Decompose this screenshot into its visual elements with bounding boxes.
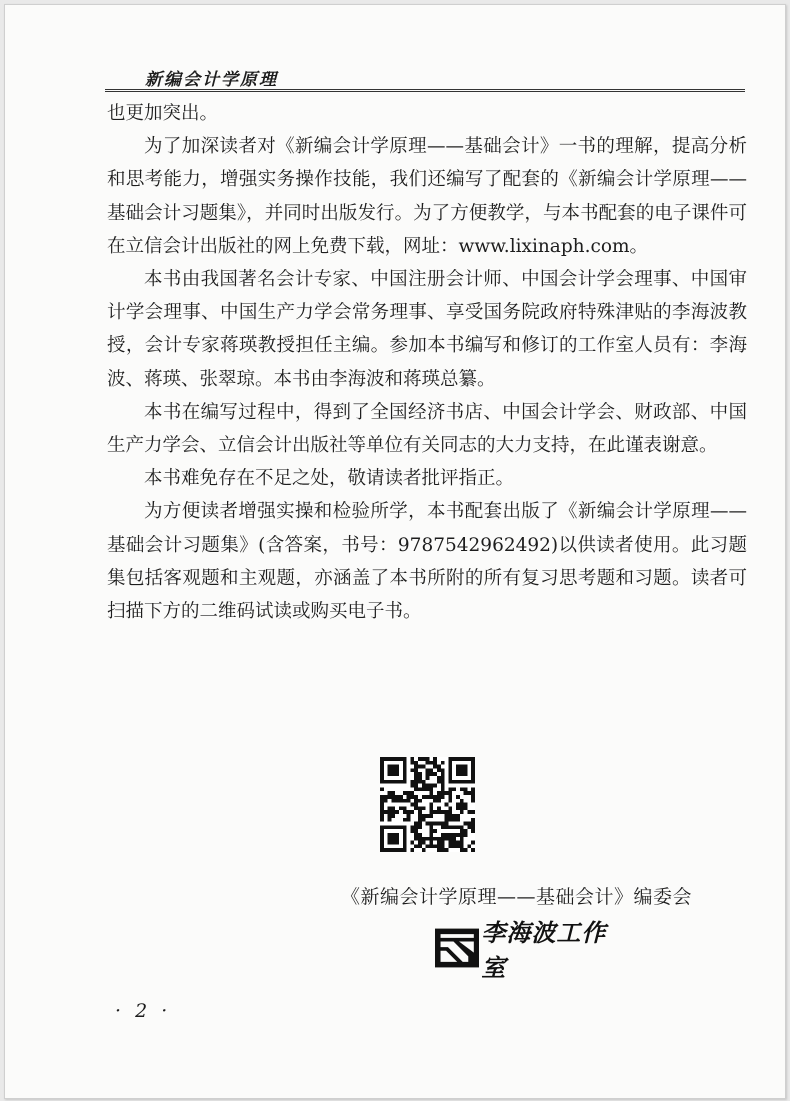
page-number: · 2 · <box>115 1000 172 1022</box>
paragraph-continuation: 也更加突出。 <box>107 103 219 124</box>
paragraph-companion-book: 为方便读者增强实操和检验所学，本书配套出版了《新编会计学原理——基础会计习题集》(含答案，书号：9787542962492)以供读者使用。此习题集包括客观题和主观题，亦涵盖了本书所附的所有复习思考题和习题。读者可扫描下方的二维码试读或购买电子书。 <box>107 501 747 623</box>
header-rule <box>105 89 745 92</box>
studio-logo <box>435 919 620 982</box>
book-page <box>4 4 786 1099</box>
paragraph-exercise-book: 为了加深读者对《新编会计学原理——基础会计》一书的理解，提高分析和思考能力，增强实务操作技能，我们还编写了配套的《新编会计学原理——基础会计习题集》，并同时出版发行。为了方便教学，与本书配套的电子课件可在立信会计出版社的网上免费下载，网址：www.lixinaph.com。 <box>107 136 747 257</box>
qr-code-icon[interactable] <box>380 757 475 852</box>
studio-logo-text: 李海波工作室 <box>481 919 607 982</box>
running-head-title: 新编会计学原理 <box>145 70 278 90</box>
editorial-board-signature: 《新编会计学原理——基础会计》编委会 <box>341 886 693 908</box>
paragraph-feedback: 本书难免存在不足之处，敬请读者批评指正。 <box>144 468 515 490</box>
paragraph-acknowledgement: 本书在编写过程中，得到了全国经济书店、中国会计学会、财政部、中国生产力学会、立信会计出版社等单位有关同志的大力支持，在此谨表谢意。 <box>107 401 747 457</box>
book-logo-icon <box>435 927 479 969</box>
paragraph-editors: 本书由我国著名会计专家、中国注册会计师、中国会计学会理事、中国审计学会理事、中国生产力学会常务理事、享受国务院政府特殊津贴的李海波教授，会计专家蒋瑛教授担任主编。参加本书编写和修订的工作室人员有：李海波、蒋瑛、张翠琼。本书由李海波和蒋瑛总纂。 <box>107 269 747 390</box>
body-text <box>107 97 747 628</box>
